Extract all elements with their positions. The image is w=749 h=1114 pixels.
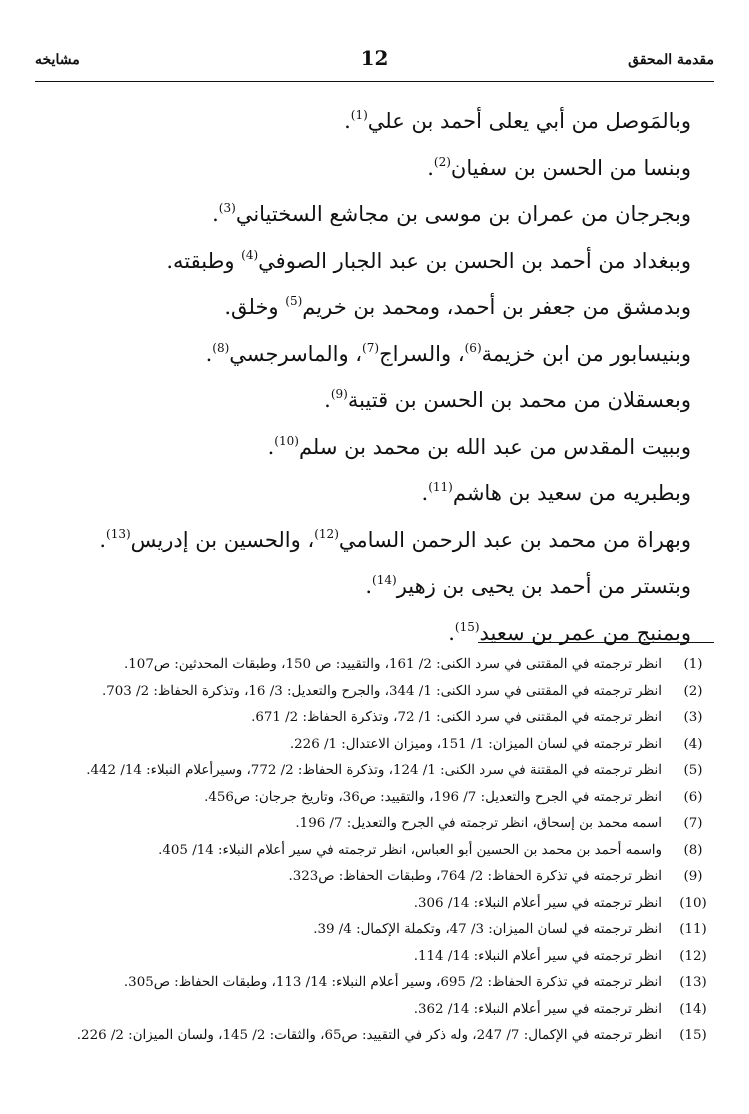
footnote-text: انظر ترجمته في المقتنى في سرد الكنى: 1/ 344، والجرح والتعديل: 3/ 16، وتذكرة الحفاظ: 2/ 703. bbox=[101, 683, 662, 699]
running-header bbox=[35, 46, 714, 76]
text-line: وبطبريه من سعيد بن هاشم$^{(11)}$. bbox=[421, 480, 691, 505]
footnote-number: (1) bbox=[683, 657, 703, 672]
footnote-number: (6) bbox=[683, 789, 703, 805]
footnote bbox=[30, 732, 714, 759]
text-line: وببغداد من أحمد بن الحسن بن عبد الجبار الصوفي$^{(4)}$ وطبقته. bbox=[166, 247, 691, 273]
footnote-number: (7) bbox=[683, 816, 703, 831]
footnote bbox=[30, 944, 714, 971]
footnote bbox=[30, 838, 714, 865]
footnote-text: انظر ترجمته في الجرح والتعديل: 7/ 196، والتقييد: ص36، وتاريخ جرجان: ص456. bbox=[204, 789, 662, 805]
text-line: وبهراة من محمد بن عبد الرحمن السامي$^{(12)}$، والحسين بن إدريس$^{(13)}$. bbox=[99, 526, 691, 552]
footnote bbox=[30, 891, 714, 918]
footnote-number: (15) bbox=[679, 1028, 707, 1043]
chapter-title: مشايخه bbox=[35, 52, 80, 68]
footnote-text: انظر ترجمته في المقتنى في سرد الكنى: 2/ 161، والتقييد: ص 150، وطبقات المحدثين: ص107. bbox=[124, 657, 662, 672]
footnote-text: انظر ترجمته في لسان الميزان: 3/ 47، وتكملة الإكمال: 4/ 39. bbox=[313, 922, 662, 937]
footnote bbox=[30, 705, 714, 732]
footnote-number: (2) bbox=[683, 683, 703, 699]
footnote bbox=[30, 917, 714, 944]
footnote-ref: (11) bbox=[428, 480, 453, 494]
footnote-number: (3) bbox=[683, 710, 703, 725]
footnote-ref: (13) bbox=[106, 526, 131, 541]
footnote bbox=[30, 679, 714, 706]
footnote-ref: (14) bbox=[372, 573, 397, 587]
footnote-ref: (3) bbox=[218, 201, 236, 215]
footnote-number: (4) bbox=[683, 736, 703, 752]
header-divider bbox=[35, 81, 714, 82]
text-line: وبعسقلان من محمد بن الحسن بن قتيبة$^{(9)}$. bbox=[324, 387, 691, 412]
footnote-ref: (2) bbox=[433, 154, 451, 169]
footnote-ref: (9) bbox=[330, 387, 348, 401]
footnote-ref: (7) bbox=[362, 340, 380, 355]
section-title: مقدمة المحقق bbox=[628, 52, 714, 68]
text-line: وبجرجان من عمران بن موسى بن مجاشع السختياني$^{(3)}$. bbox=[212, 201, 691, 226]
footnote-ref: (15) bbox=[454, 619, 480, 634]
footnote-divider bbox=[478, 642, 714, 643]
footnote bbox=[30, 785, 714, 812]
footnote-text: انظر ترجمته في لسان الميزان: 1/ 151، وميزان الاعتدال: 1/ 226. bbox=[289, 736, 662, 752]
footnote bbox=[30, 811, 714, 838]
text-line: وبتستر من أحمد بن يحيى بن زهير$^{(14)}$. bbox=[365, 573, 691, 598]
footnote-text: انظر ترجمته في المقتنة في سرد الكنى: 1/ 124، وتذكرة الحفاظ: 2/ 772، وسيرأعلام النبلاء: 14/ 442. bbox=[86, 763, 662, 778]
footnote-ref: (8) bbox=[212, 340, 230, 355]
footnote-ref: (1) bbox=[350, 108, 368, 122]
footnote-number: (10) bbox=[679, 895, 707, 911]
footnote-text: انظر ترجمته في المقتنى في سرد الكنى: 1/ 72، وتذكرة الحفاظ: 2/ 671. bbox=[251, 710, 662, 725]
footnote-number: (12) bbox=[679, 948, 707, 964]
footnote bbox=[30, 652, 714, 679]
text-line: وبنسا من الحسن بن سفيان$^{(2)}$. bbox=[427, 154, 691, 180]
footnote-text: اسمه محمد بن إسحاق، انظر ترجمته في الجرح والتعديل: 7/ 196. bbox=[295, 816, 662, 831]
footnote-text: انظر ترجمته في تذكرة الحفاظ: 2/ 695، وسير أعلام النبلاء: 14/ 113، وطبقات الحفاظ: ص305. bbox=[123, 975, 662, 990]
footnote-number: (11) bbox=[679, 922, 707, 937]
footnote-text: انظر ترجمته في الإكمال: 7/ 247، وله ذكر في التقييد: ص65، والثقات: 2/ 145، ولسان الميزان: 2/ 226. bbox=[76, 1028, 662, 1043]
footnote-number: (14) bbox=[679, 1001, 707, 1017]
text-line: وببيت المقدس من عبد الله بن محمد بن سلم$^{(10)}$. bbox=[267, 433, 691, 459]
footnote-text: واسمه أحمد بن محمد بن الحسين أبو العباس، انظر ترجمته في سير أعلام النبلاء: 14/ 405. bbox=[158, 842, 662, 858]
text-line: وبالمَوصل من أبي يعلى أحمد بن علي$^{(1)}$. bbox=[344, 108, 691, 133]
text-line: وبمنبج من عمر بن سعيد$^{(15)}$. bbox=[448, 619, 691, 645]
footnote-ref: (6) bbox=[464, 340, 482, 355]
footnote bbox=[30, 864, 714, 891]
footnote-text: انظر ترجمته في تذكرة الحفاظ: 2/ 764، وطبقات الحفاظ: ص323. bbox=[288, 869, 662, 884]
page-number: 12 bbox=[360, 46, 389, 70]
footnote bbox=[30, 1023, 714, 1050]
footnote-text: انظر ترجمته في سير أعلام النبلاء: 14/ 114. bbox=[413, 948, 662, 964]
footnote-number: (13) bbox=[679, 975, 707, 990]
footnote-ref: (10) bbox=[274, 433, 299, 448]
footnote-number: (9) bbox=[683, 869, 703, 884]
main-text bbox=[60, 98, 691, 656]
footnote-text: انظر ترجمته في سير أعلام النبلاء: 14/ 306. bbox=[413, 895, 662, 911]
text-line: وبدمشق من جعفر بن أحمد، ومحمد بن خريم$^{(5)}$ وخلق. bbox=[224, 294, 691, 319]
footnote-text: انظر ترجمته في سير أعلام النبلاء: 14/ 362. bbox=[413, 1001, 662, 1017]
footnote-number: (8) bbox=[683, 842, 703, 858]
footnote bbox=[30, 758, 714, 785]
footnote bbox=[30, 970, 714, 997]
footnote-ref: (12) bbox=[314, 526, 339, 541]
footnote-number: (5) bbox=[683, 763, 703, 778]
footnote-ref: (4) bbox=[241, 247, 259, 262]
text-line: وبنيسابور من ابن خزيمة$^{(6)}$، والسراج$^{(7)}$، والماسرجسي$^{(8)}$. bbox=[205, 340, 691, 366]
footnote bbox=[30, 997, 714, 1024]
footnotes bbox=[30, 652, 714, 1050]
footnote-ref: (5) bbox=[285, 294, 303, 308]
